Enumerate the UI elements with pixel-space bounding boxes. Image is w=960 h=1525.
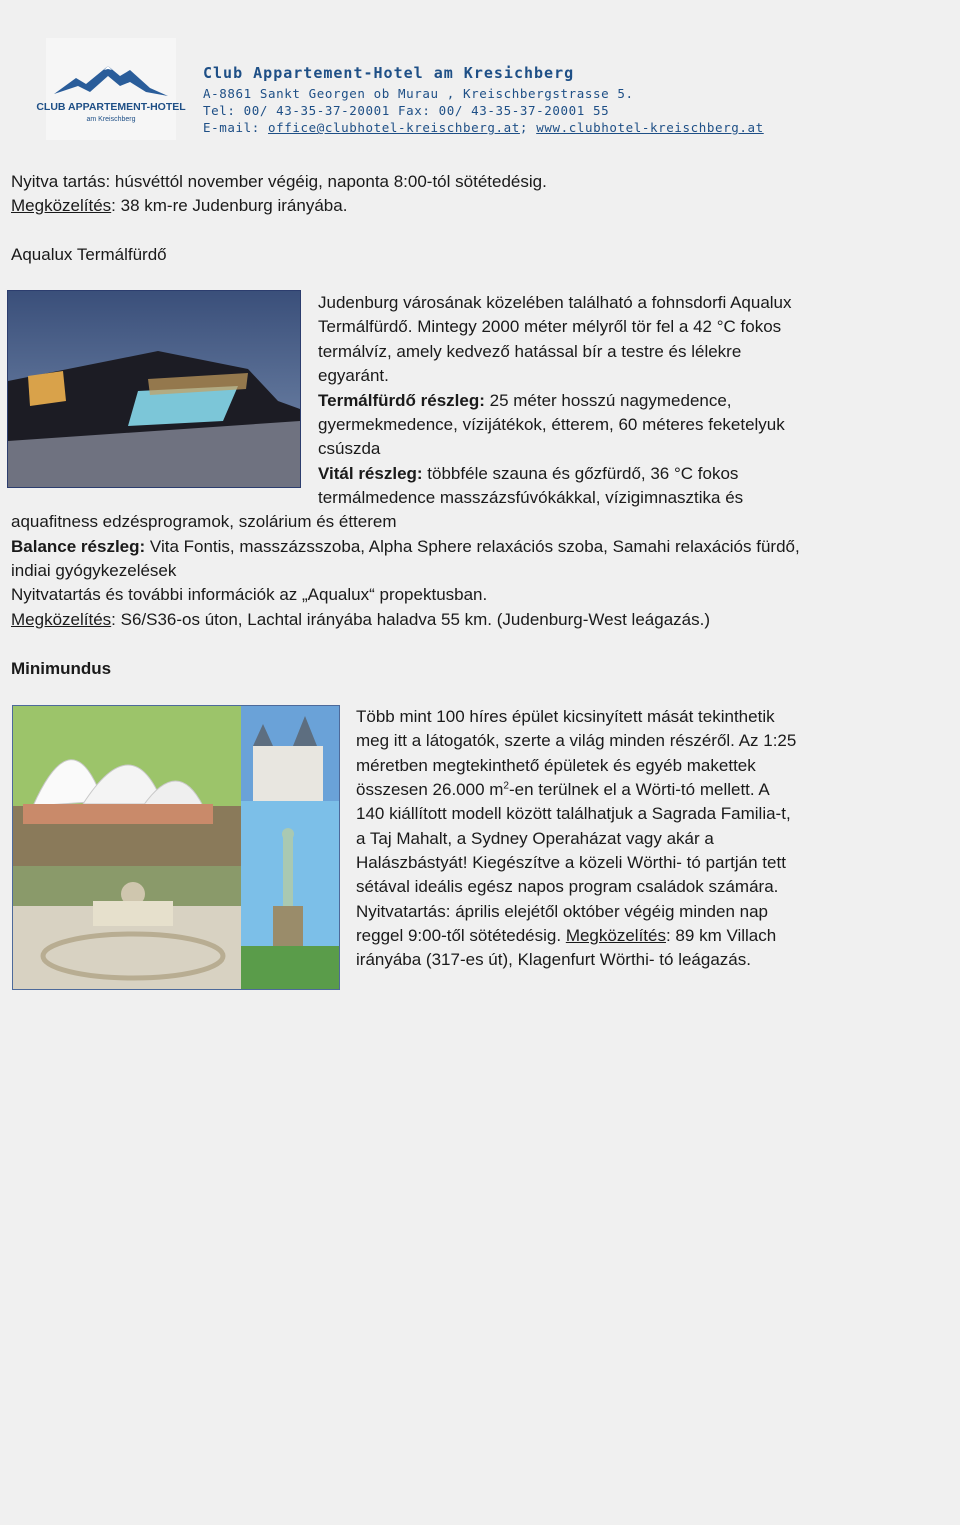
hotel-contact <box>203 120 764 135</box>
minimundus-hours: Nyitvatartás: április elejétől október végéig minden nap <box>356 902 769 921</box>
aqualux-approach <box>11 608 710 632</box>
aqualux-desc-line: Termálfürdő. Mintegy 2000 méter mélyről tör fel a 42 °C fokos <box>318 317 782 336</box>
approach-label: Megközelítés <box>11 196 112 215</box>
aqualux-photo <box>7 290 301 488</box>
balance-label: Balance részleg: <box>11 537 146 556</box>
aqualux-title: Aqualux Termálfürdő <box>11 245 167 264</box>
approach-text: : S6/S36-os úton, Lachtal irányába haladva 55 km. (Judenburg-West leágazás.) <box>111 610 710 629</box>
thermal-section <box>318 389 732 413</box>
thermal-label: Termálfürdő részleg: <box>318 391 485 410</box>
opening-hours: Nyitva tartás: húsvéttól november végéig, naponta 8:00-tól sötétedésig. <box>11 172 547 191</box>
approach-label: Megközelítés <box>565 926 666 945</box>
aqualux-info: Nyitvatartás és további információk az „Aqualux“ propektusban. <box>11 585 488 604</box>
minimundus-desc-line: 140 kiállított modell között találhatjuk a Sagrada Familia-t, <box>356 804 791 823</box>
hotel-name: Club Appartement-Hotel am Kresichberg <box>203 64 575 82</box>
aqualux-desc-line: Judenburg városának közelében található a fohnsdorfi Aqualux <box>318 293 792 312</box>
minimundus-title: Minimundus <box>11 659 112 678</box>
balance-section <box>11 535 800 559</box>
intro-approach <box>11 194 347 218</box>
approach-text: : 89 km Villach <box>665 926 777 945</box>
email-link[interactable]: office@clubhotel-kreischberg.at <box>268 120 520 135</box>
vital-line: aquafitness edzésprogramok, szolárium és étterem <box>11 512 397 531</box>
hotel-logo <box>36 38 186 140</box>
area-text-cont: -en terülnek el a Wörti-tó mellett. A <box>508 780 770 799</box>
hotel-address: A-8861 Sankt Georgen ob Murau , Kreischbergstrasse 5. <box>203 86 634 101</box>
minimundus-desc-line: Halászbástyát! Kiegészítve a közeli Wörthi- tó partján tett <box>356 853 786 872</box>
minimundus-desc-line: Több mint 100 híres épület kicsinyített mását tekinthetik <box>356 707 775 726</box>
area-superscript: 2 <box>503 780 509 792</box>
balance-line: indiai gyógykezelések <box>11 561 177 580</box>
minimundus-desc-line: méretben megtekinthető épületek és egyéb makettek <box>356 756 756 775</box>
approach-text: : 38 km-re Judenburg irányába. <box>111 196 348 215</box>
approach-label: Megközelítés <box>11 610 112 629</box>
balance-text: Vita Fontis, masszázsszoba, Alpha Sphere relaxációs szoba, Samahi relaxációs fürdő, <box>145 537 800 556</box>
thermal-line: csúszda <box>318 439 381 458</box>
thermal-line: gyermekmedence, vízijátékok, étterem, 60 méteres feketelyuk <box>318 415 785 434</box>
logo-subtext: am Kreischberg <box>86 116 136 123</box>
vital-section <box>318 462 738 486</box>
email-label: E-mail: <box>203 120 269 135</box>
thermal-text: 25 méter hosszú nagymedence, <box>484 391 732 410</box>
minimundus-desc-line: a Taj Mahalt, a Sydney Operaházat vagy akár a <box>356 829 714 848</box>
minimundus-area-line <box>356 778 770 802</box>
minimundus-approach <box>356 924 776 948</box>
area-text: összesen 26.000 m <box>356 780 504 799</box>
minimundus-desc-line: sétával ideális egész napos program családok számára. <box>356 877 779 896</box>
vital-text: többféle szauna és gőzfürdő, 36 °C fokos <box>422 464 739 483</box>
minimundus-collage-photo <box>12 705 340 990</box>
logo-text: CLUB APPARTEMENT-HOTEL <box>36 101 186 113</box>
hours-text: reggel 9:00-től sötétedésig. <box>356 926 566 945</box>
minimundus-desc-line: meg itt a látogatók, szerte a világ minden részéről. Az 1:25 <box>356 731 797 750</box>
aqualux-desc-line: egyaránt. <box>318 366 389 385</box>
vital-label: Vitál részleg: <box>318 464 423 483</box>
website-link[interactable]: www.clubhotel-kreischberg.at <box>536 120 764 135</box>
hotel-phone: Tel: 00/ 43-35-37-20001 Fax: 00/ 43-35-37-20001 55 <box>203 103 610 118</box>
minimundus-desc-line: irányába (317-es út), Klagenfurt Wörthi- tó leágazás. <box>356 950 751 969</box>
vital-line: termálmedence masszázsfúvókákkal, vízigimnasztika és <box>318 488 744 507</box>
aqualux-desc-line: termálvíz, amely kedvező hatással bír a testre és lélekre <box>318 342 742 361</box>
contact-separator: ; <box>519 120 537 135</box>
